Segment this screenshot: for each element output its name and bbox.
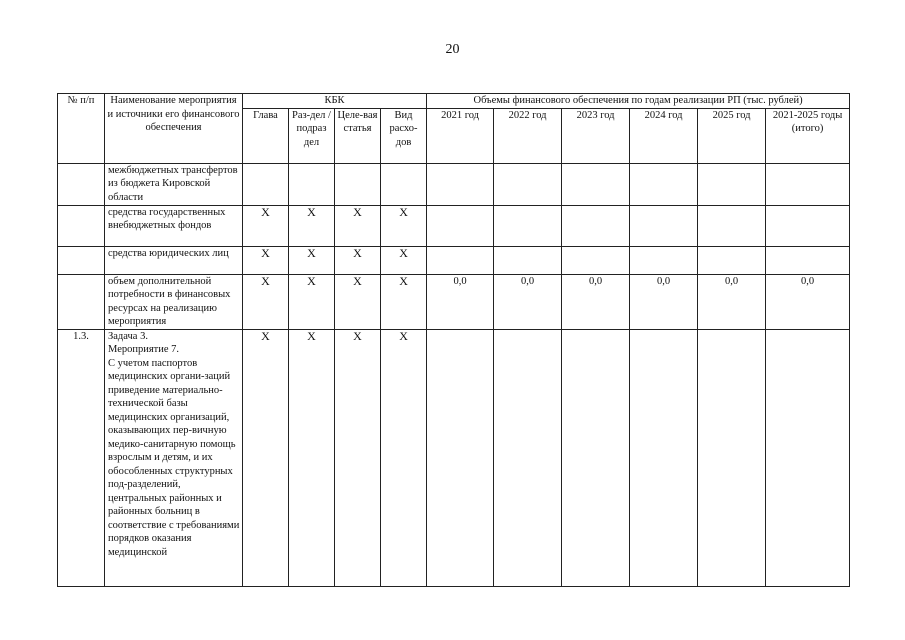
header-kbk: КБК <box>243 94 427 109</box>
header-year-2023: 2023 год <box>562 108 630 163</box>
row-name: средства юридических лиц <box>105 246 243 274</box>
row-value-2023 <box>562 205 630 246</box>
row-kbk-vid: Х <box>381 329 427 586</box>
table-row <box>58 205 850 246</box>
row-value-2021 <box>427 205 494 246</box>
row-kbk-vid: Х <box>381 274 427 329</box>
row-kbk-razdel: Х <box>289 246 335 274</box>
row-value-2025 <box>698 246 766 274</box>
financing-table <box>57 93 850 587</box>
row-name: средства государственных внебюджетных фондов <box>105 205 243 246</box>
row-kbk-glava: Х <box>243 274 289 329</box>
row-value-total <box>766 246 850 274</box>
row-value-2024: 0,0 <box>630 274 698 329</box>
header-funding: Объемы финансового обеспечения по годам реализации РП (тыс. рублей) <box>427 94 850 109</box>
row-name: Задача 3. Мероприятие 7. С учетом паспортов медицинских органи-заций приведение материально-технической базы медицинских организаций, оказывающих пер-вичную медико-санитарную помощь взрослым и детям, и их обособленных структурных под-разделений, центральных районных и районных больниц в соответствие с требованиями порядков оказания медицинской <box>105 329 243 586</box>
row-value-2025 <box>698 163 766 205</box>
row-value-2023 <box>562 246 630 274</box>
row-num <box>58 205 105 246</box>
row-value-total <box>766 163 850 205</box>
header-year-2024: 2024 год <box>630 108 698 163</box>
row-value-2021: 0,0 <box>427 274 494 329</box>
row-kbk-vid: Х <box>381 205 427 246</box>
header-kbk-vid: Вид расхо-дов <box>381 108 427 163</box>
row-kbk-vid: Х <box>381 246 427 274</box>
header-year-2025: 2025 год <box>698 108 766 163</box>
row-kbk-glava: Х <box>243 205 289 246</box>
page-number: 20 <box>445 42 460 57</box>
row-kbk-statya <box>335 163 381 205</box>
header-kbk-razdel: Раз-дел / подраз дел <box>289 108 335 163</box>
table-row <box>58 329 850 586</box>
row-value-2023 <box>562 329 630 586</box>
row-value-2025 <box>698 329 766 586</box>
row-kbk-glava: Х <box>243 329 289 586</box>
row-value-2024 <box>630 246 698 274</box>
row-value-2025: 0,0 <box>698 274 766 329</box>
row-kbk-razdel: Х <box>289 274 335 329</box>
row-value-2023: 0,0 <box>562 274 630 329</box>
row-kbk-vid <box>381 163 427 205</box>
row-value-2024 <box>630 329 698 586</box>
row-name: межбюджетных трансфертов из бюджета Кировской области <box>105 163 243 205</box>
row-value-2025 <box>698 205 766 246</box>
row-value-2022 <box>494 163 562 205</box>
row-num <box>58 246 105 274</box>
header-year-2022: 2022 год <box>494 108 562 163</box>
table-row <box>58 246 850 274</box>
row-name: объем дополнительной потребности в финансовых ресурсах на реализацию мероприятия <box>105 274 243 329</box>
row-kbk-statya: Х <box>335 329 381 586</box>
row-value-2024 <box>630 163 698 205</box>
row-kbk-glava <box>243 163 289 205</box>
row-value-2022: 0,0 <box>494 274 562 329</box>
row-kbk-razdel: Х <box>289 329 335 586</box>
row-value-total <box>766 329 850 586</box>
row-value-2022 <box>494 329 562 586</box>
row-value-total <box>766 205 850 246</box>
row-kbk-statya: Х <box>335 274 381 329</box>
row-value-2023 <box>562 163 630 205</box>
row-value-2021 <box>427 329 494 586</box>
row-kbk-razdel <box>289 163 335 205</box>
row-value-2024 <box>630 205 698 246</box>
row-num: 1.3. <box>58 329 105 586</box>
row-value-2021 <box>427 246 494 274</box>
row-value-total: 0,0 <box>766 274 850 329</box>
row-num <box>58 274 105 329</box>
row-kbk-statya: Х <box>335 205 381 246</box>
header-kbk-statya: Целе-вая статья <box>335 108 381 163</box>
table-row <box>58 274 850 329</box>
row-kbk-statya: Х <box>335 246 381 274</box>
header-year-total: 2021-2025 годы (итого) <box>766 108 850 163</box>
table-row <box>58 163 850 205</box>
row-value-2022 <box>494 246 562 274</box>
row-value-2021 <box>427 163 494 205</box>
header-kbk-glava: Глава <box>243 108 289 163</box>
row-kbk-glava: Х <box>243 246 289 274</box>
header-num: № п/п <box>58 94 105 164</box>
row-value-2022 <box>494 205 562 246</box>
header-name: Наименование мероприятия и источники его финансового обеспечения <box>105 94 243 164</box>
row-num <box>58 163 105 205</box>
header-year-2021: 2021 год <box>427 108 494 163</box>
row-kbk-razdel: Х <box>289 205 335 246</box>
